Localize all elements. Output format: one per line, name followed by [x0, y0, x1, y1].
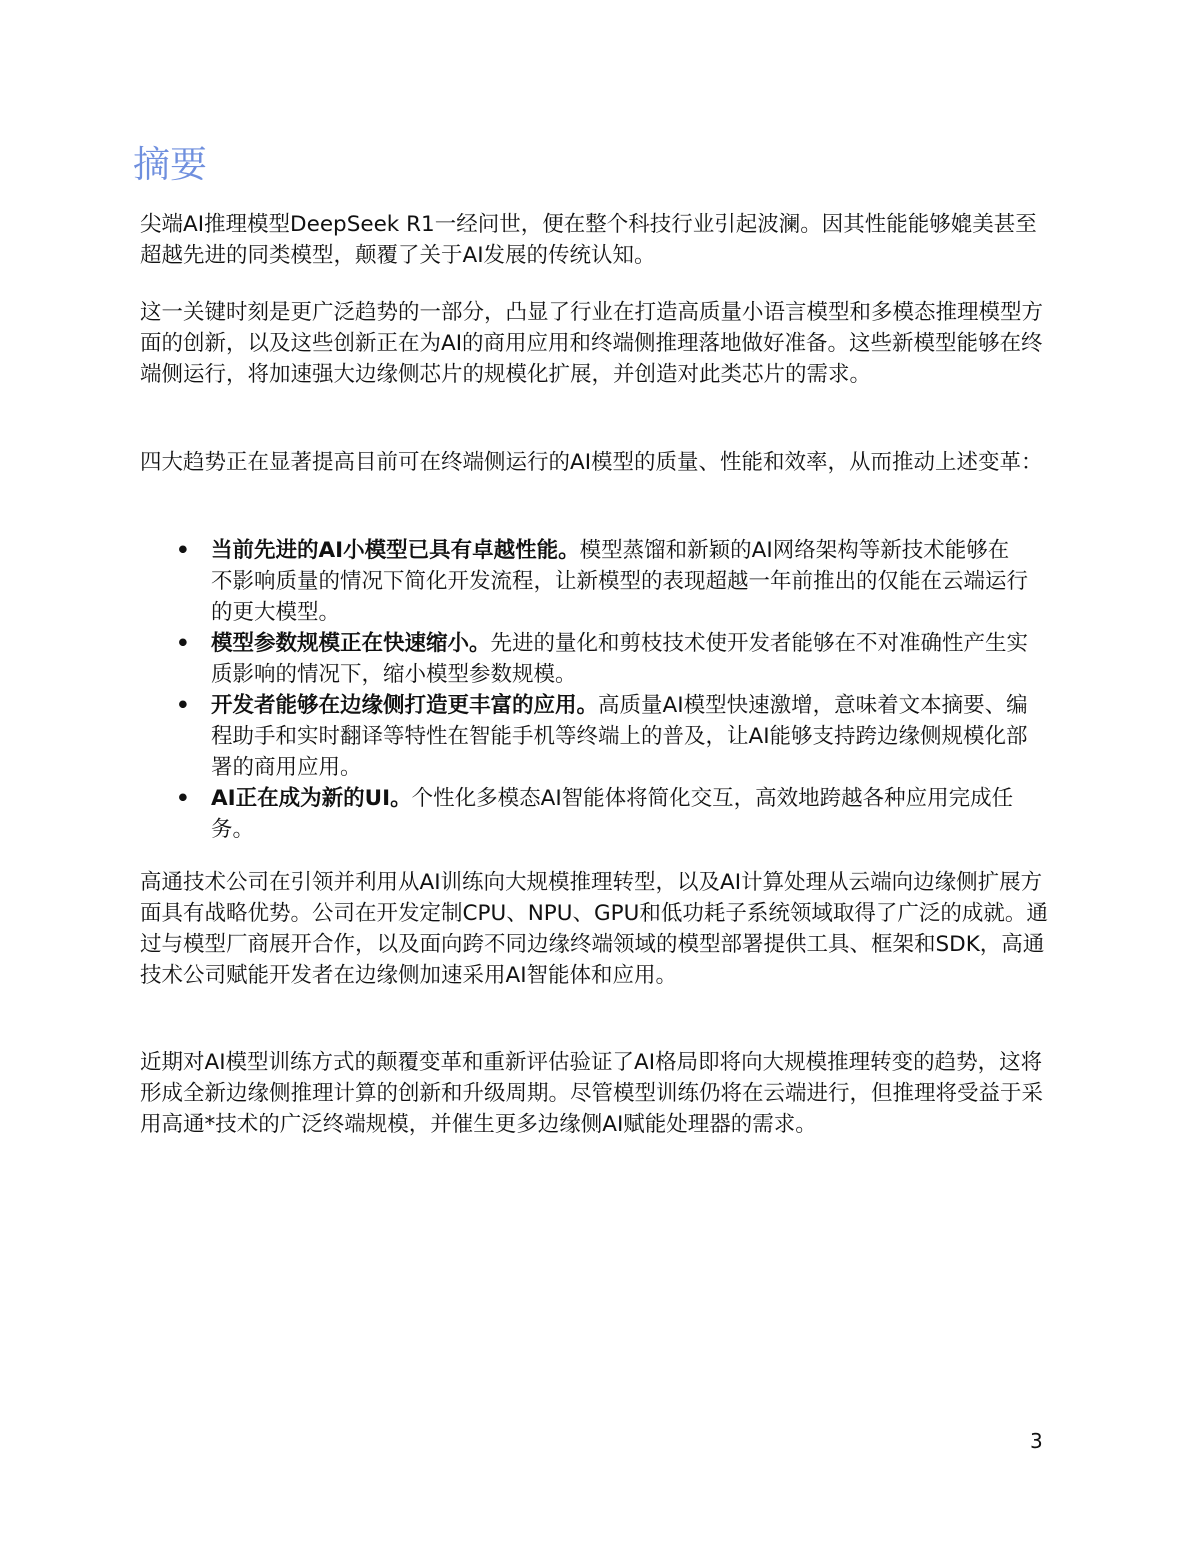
list-item	[140, 535, 1050, 628]
page-number: 3	[1030, 1429, 1043, 1453]
paragraph-qualcomm-advantage: 高通技术公司在引领并利用从AI训练向大规模推理转型，以及AI计算处理从云端向边缘侧扩展方面具有战略优势。公司在开发定制CPU、NPU、GPU和低功耗子系统领域取得了广泛的成就。通过与模型厂商展开合作，以及面向跨不同边缘终端领域的模型部署提供工具、框架和SDK，高通技术公司赋能开发者在边缘侧加速采用AI智能体和应用。	[140, 870, 1048, 988]
bullet-lead: 开发者能够在边缘侧打造更丰富的应用。	[211, 693, 599, 718]
bullet-icon: •	[176, 693, 190, 718]
bullet-lead: 当前先进的AI小模型已具有卓越性能。	[211, 538, 580, 563]
list-item	[140, 628, 1050, 690]
bullet-text: 个性化多模态AI智能体将简化交互，高效地跨越各种应用完成任务。	[211, 786, 1014, 842]
bullet-lead: 模型参数规模正在快速缩小。	[211, 631, 491, 656]
bullet-icon: •	[176, 786, 190, 811]
list-item	[140, 690, 1050, 783]
bullet-icon: •	[176, 538, 190, 563]
bullet-text: 高质量AI模型快速激增，意味着文本摘要、编程助手和实时翻译等特性在智能手机等终端上的普及，让AI能够支持跨边缘侧规模化部署的商用应用。	[211, 693, 1028, 780]
paragraph-trend: 这一关键时刻是更广泛趋势的一部分，凸显了行业在打造高质量小语言模型和多模态推理模型方面的创新，以及这些创新正在为AI的商用应用和终端侧推理落地做好准备。这些新模型能够在终端侧运行，将加速强大边缘侧芯片的规模化扩展，并创造对此类芯片的需求。	[140, 300, 1044, 387]
bullet-text: 模型蒸馏和新颖的AI网络架构等新技术能够在不影响质量的情况下简化开发流程，让新模型的表现超越一年前推出的仅能在云端运行的更大模型。	[211, 538, 1029, 625]
bullet-lead: AI正在成为新的UI。	[211, 786, 412, 811]
bullet-text: 先进的量化和剪枝技术使开发者能够在不对准确性产生实质影响的情况下，缩小模型参数规模。	[211, 631, 1029, 687]
paragraph-intro: 尖端AI推理模型DeepSeek R1一经问世，便在整个科技行业引起波澜。因其性能能够媲美甚至超越先进的同类模型，颠覆了关于AI发展的传统认知。	[140, 212, 1037, 268]
page-title: 摘要	[133, 143, 207, 186]
bullet-icon: •	[176, 631, 190, 656]
paragraph-inference-shift: 近期对AI模型训练方式的颠覆变革和重新评估验证了AI格局即将向大规模推理转变的趋势，这将形成全新边缘侧推理计算的创新和升级周期。尽管模型训练仍将在云端进行，但推理将受益于采用高通*技术的广泛终端规模，并催生更多边缘侧AI赋能处理器的需求。	[140, 1050, 1044, 1137]
trend-list	[140, 535, 1050, 845]
list-item	[140, 783, 1050, 845]
paragraph-four-trends: 四大趋势正在显著提高目前可在终端侧运行的AI模型的质量、性能和效率，从而推动上述变革：	[140, 450, 1043, 475]
